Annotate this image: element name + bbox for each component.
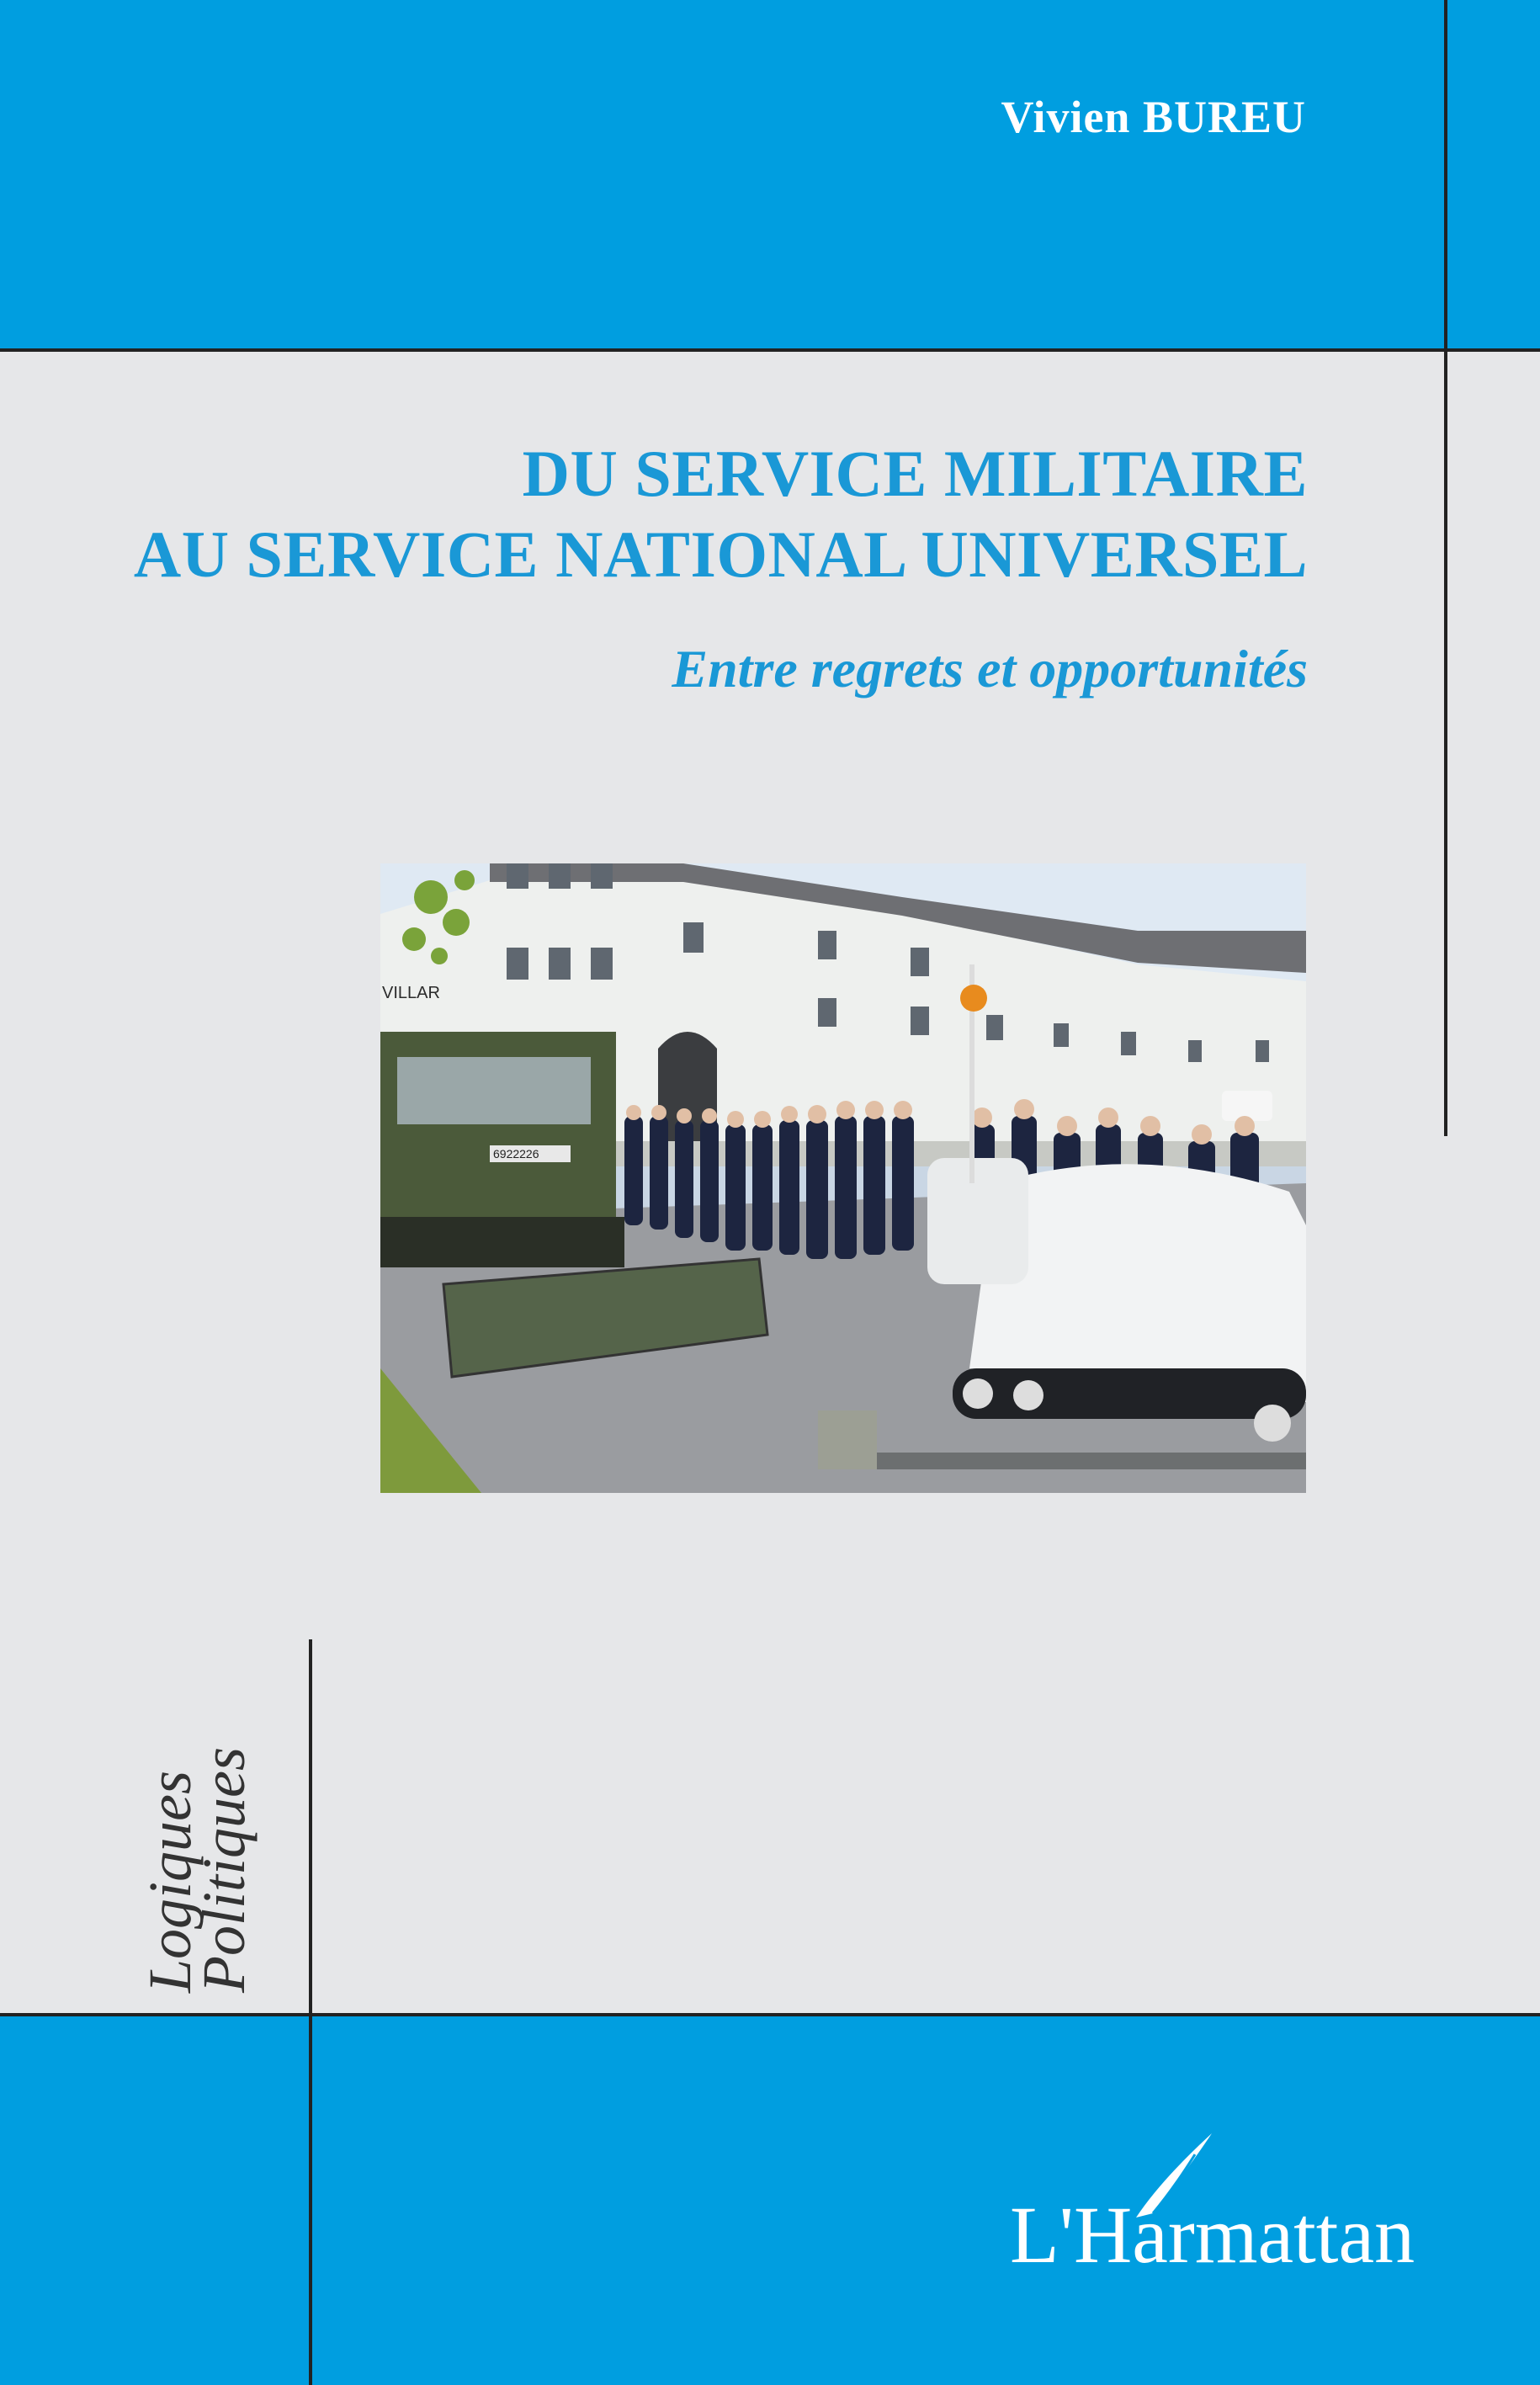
series-line-1: Logiques [136, 1770, 204, 1993]
title-line-1: DU SERVICE MILITAIRE [522, 437, 1308, 510]
series-line-2: Politiques [190, 1747, 258, 1993]
title-line-2: AU SERVICE NATIONAL UNIVERSEL [133, 518, 1308, 591]
author-name: Vivien BUREU [1001, 92, 1306, 142]
series-name [136, 1639, 362, 1993]
publisher-name: L'Harmattan [1010, 2190, 1415, 2280]
bottom-divider [0, 2013, 1540, 2016]
vehicle-plate: 6922226 [493, 1147, 539, 1161]
building-sign: VILLAR [382, 984, 440, 1002]
right-vertical-rule [1444, 0, 1447, 1136]
top-color-band [0, 0, 1540, 350]
cover-photo [380, 863, 1306, 1493]
book-subtitle: Entre regrets et opportunités [672, 639, 1308, 699]
book-title [134, 433, 1308, 595]
top-divider [0, 348, 1540, 352]
publisher-logo [1010, 2129, 1447, 2281]
